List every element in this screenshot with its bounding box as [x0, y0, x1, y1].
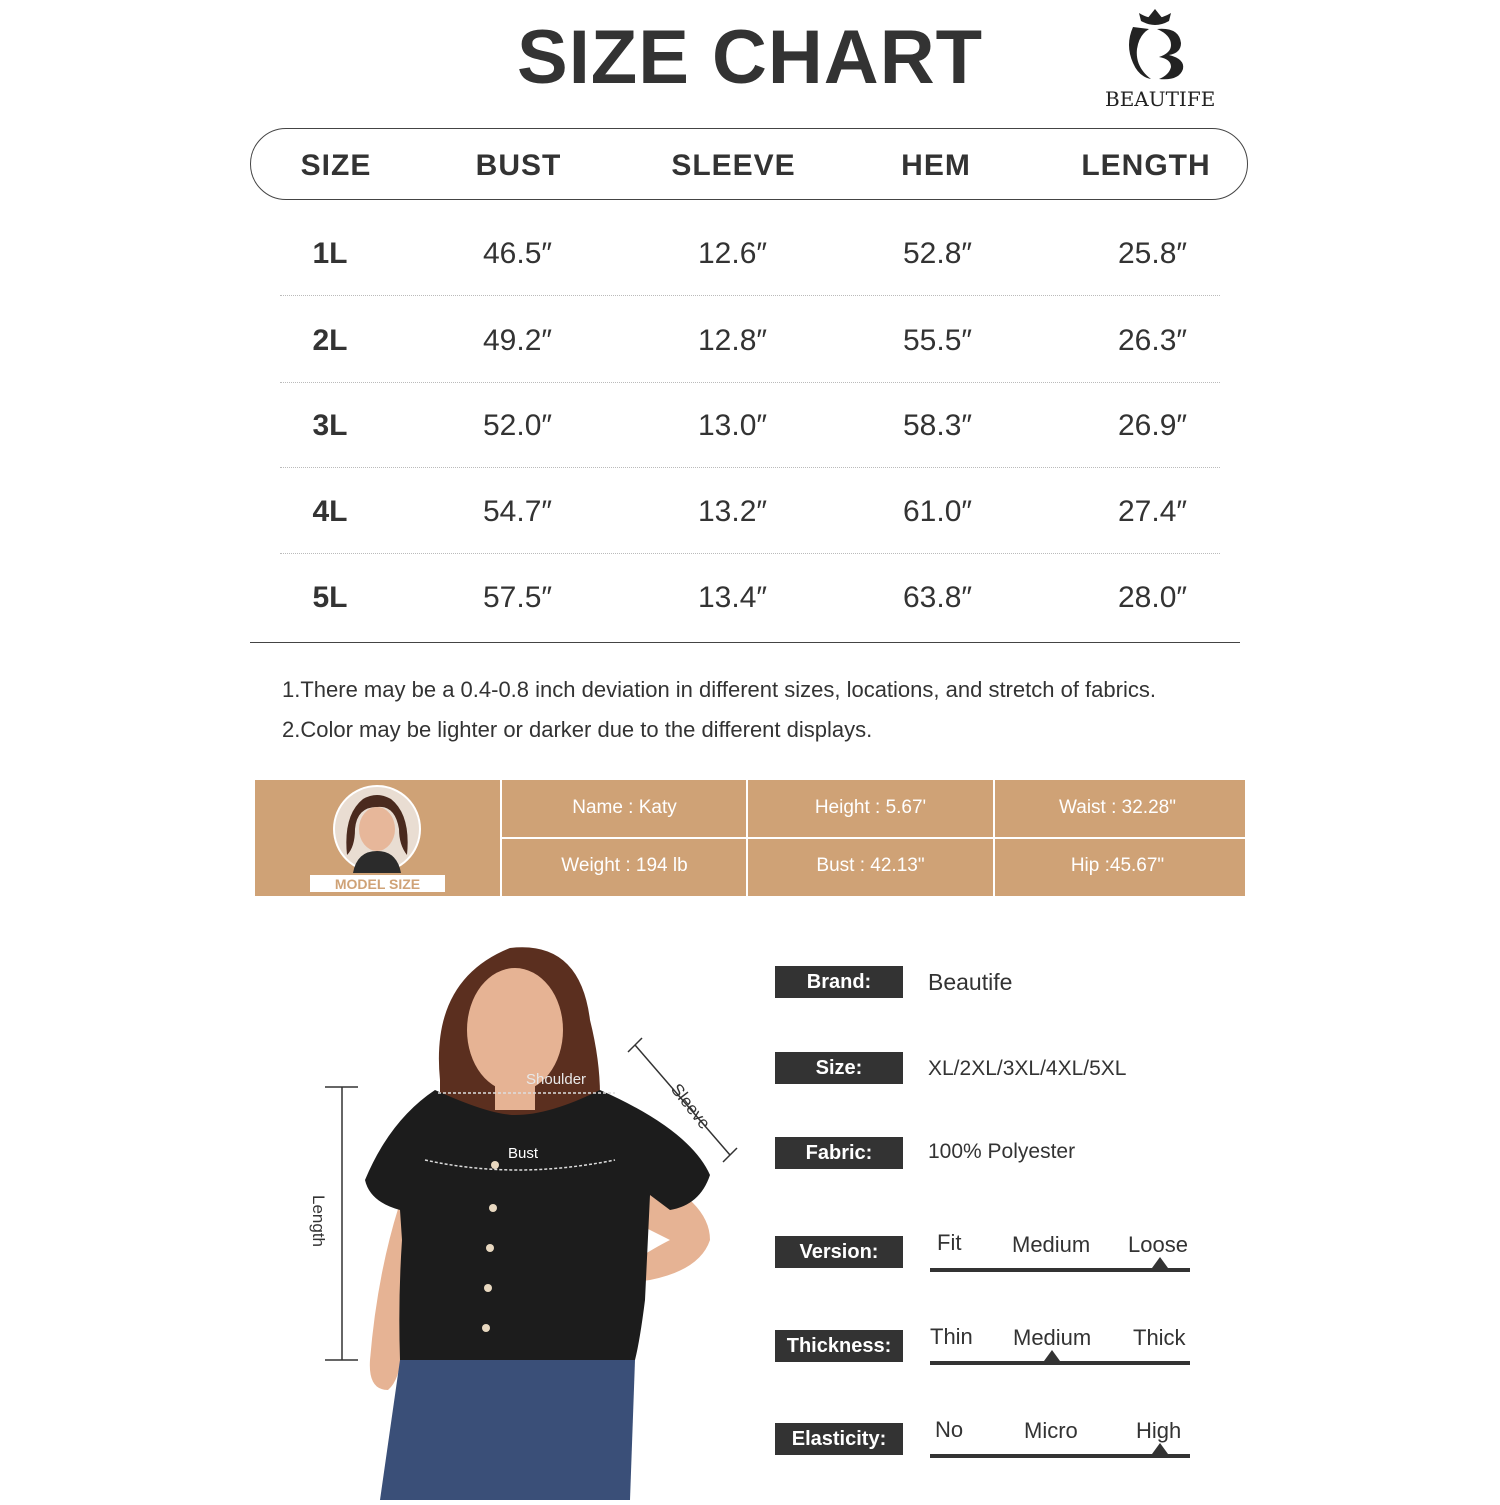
brand-logo-icon	[1105, 5, 1205, 87]
table-bottom-rule	[250, 642, 1240, 643]
cell-bust: 54.7″	[482, 495, 552, 528]
shoulder-measure-label: Shoulder	[526, 1071, 587, 1088]
column-header-length: LENGTH	[1081, 149, 1211, 182]
cell-length: 25.8″	[1117, 237, 1187, 270]
cell-size: 1L	[312, 237, 348, 270]
cell-length: 27.4″	[1117, 495, 1187, 528]
column-header-sleeve: SLEEVE	[671, 149, 796, 182]
table-row	[280, 466, 1220, 554]
cell-bust: 49.2″	[482, 324, 552, 357]
length-measure-label: Length	[309, 1195, 328, 1247]
model-height: Height : 5.67'	[814, 797, 927, 818]
table-header	[250, 128, 1248, 200]
model-figure-icon	[290, 940, 760, 1500]
cell-length: 26.9″	[1117, 409, 1187, 442]
version-marker-icon	[1152, 1257, 1168, 1268]
table-row	[280, 552, 1220, 639]
model-weight: Weight : 194 lb	[561, 855, 688, 876]
version-option-medium: Medium	[1012, 1232, 1091, 1257]
spec-value-size: XL/2XL/3XL/4XL/5XL	[928, 1057, 1127, 1080]
cell-size: 5L	[312, 581, 348, 614]
spec-value-fabric: 100% Polyester	[928, 1140, 1076, 1163]
cell-sleeve: 13.2″	[697, 495, 767, 528]
brand-logo-text: BEAUTIFE	[1105, 87, 1216, 111]
model-avatar	[333, 785, 421, 873]
thickness-option-thin: Thin	[930, 1324, 973, 1349]
note-color: 2.Color may be lighter or darker due to the different displays.	[282, 717, 873, 742]
model-avatar-icon	[333, 785, 421, 873]
model-bust: Bust : 42.13"	[816, 855, 925, 876]
cell-bust: 57.5″	[482, 581, 552, 614]
table-row	[280, 380, 1220, 468]
cell-length: 28.0″	[1117, 581, 1187, 614]
cell-hem: 61.0″	[902, 495, 972, 528]
spec-label-brand: Brand:	[775, 966, 903, 998]
spec-label-elasticity: Elasticity:	[775, 1423, 903, 1455]
model-waist: Waist : 32.28"	[1059, 797, 1176, 818]
cell-sleeve: 12.8″	[697, 324, 767, 357]
table-row	[280, 208, 1220, 296]
column-header-size: SIZE	[300, 149, 372, 182]
cell-hem: 52.8″	[902, 237, 972, 270]
sleeve-measure-label: Sleeve	[667, 1080, 715, 1133]
cell-sleeve: 12.6″	[697, 237, 767, 270]
cell-size: 2L	[312, 324, 348, 357]
version-option-loose: Loose	[1128, 1232, 1188, 1257]
spec-value-brand: Beautife	[928, 969, 1013, 995]
elasticity-option-high: High	[1136, 1418, 1182, 1443]
cell-hem: 55.5″	[902, 324, 972, 357]
version-option-fit: Fit	[937, 1230, 962, 1255]
cell-sleeve: 13.4″	[697, 581, 767, 614]
model-hip: Hip :45.67"	[1070, 855, 1165, 876]
cell-bust: 46.5″	[482, 237, 552, 270]
version-scale-line	[930, 1268, 1190, 1272]
spec-label-fabric: Fabric:	[775, 1137, 903, 1169]
column-header-hem: HEM	[901, 149, 971, 182]
cell-hem: 63.8″	[902, 581, 972, 614]
thickness-scale-line	[930, 1361, 1190, 1365]
spec-label-thickness: Thickness:	[775, 1330, 903, 1362]
brand-logo	[1105, 5, 1216, 111]
cell-hem: 58.3″	[902, 409, 972, 442]
spec-label-version: Version:	[775, 1236, 903, 1268]
elasticity-option-no: No	[935, 1417, 964, 1442]
table-row	[280, 295, 1220, 383]
note-deviation: 1.There may be a 0.4-0.8 inch deviation in different sizes, locations, and stretch of fabrics.	[282, 677, 1156, 702]
elasticity-scale-line	[930, 1454, 1190, 1458]
bust-measure-label: Bust	[508, 1145, 539, 1162]
thickness-option-medium: Medium	[1013, 1325, 1092, 1350]
cell-sleeve: 13.0″	[697, 409, 767, 442]
cell-size: 3L	[312, 409, 348, 442]
thickness-marker-icon	[1044, 1350, 1060, 1361]
cell-length: 26.3″	[1117, 324, 1187, 357]
model-size-band	[255, 780, 1245, 896]
column-header-bust: BUST	[475, 149, 562, 182]
thickness-option-thick: Thick	[1133, 1325, 1186, 1350]
cell-size: 4L	[312, 495, 348, 528]
elasticity-marker-icon	[1152, 1443, 1168, 1454]
spec-label-size: Size:	[775, 1052, 903, 1084]
model-size-label: MODEL SIZE	[310, 875, 445, 892]
model-name: Name : Katy	[572, 797, 677, 818]
page-title: SIZE CHART	[517, 15, 983, 100]
elasticity-option-micro: Micro	[1024, 1418, 1078, 1443]
model-photo	[290, 940, 760, 1500]
cell-bust: 52.0″	[482, 409, 552, 442]
